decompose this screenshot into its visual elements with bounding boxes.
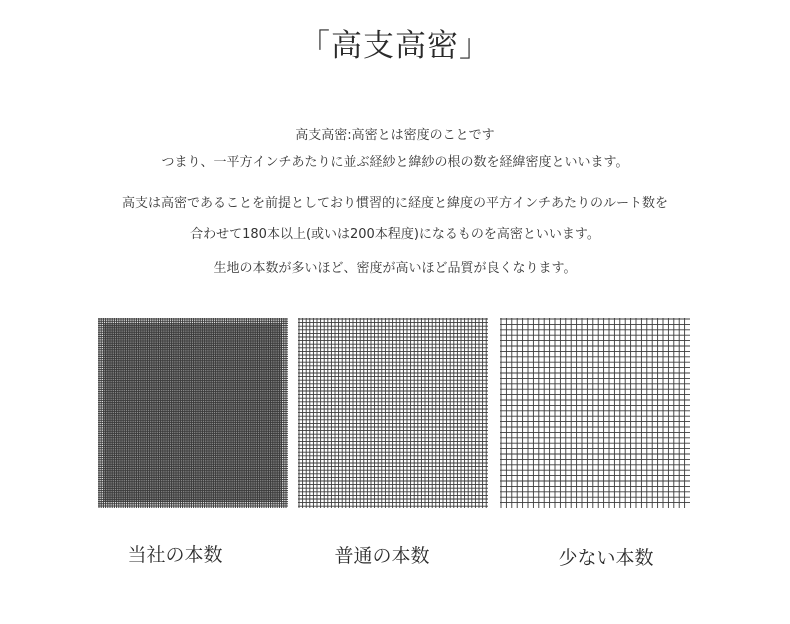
caption-normal: 普通の本数 [334,545,430,567]
quality-note-text: 生地の本数が多いほど、密度が高いほど品質が良くなります。 [213,261,577,276]
page-title: 「高支高密」 [299,28,491,64]
caption-few: 少ない本数 [558,547,654,569]
caption-ours: 当社の本数 [127,544,223,566]
fabric-weave-image-normal [298,318,488,508]
fabric-weave-image-ours [98,318,288,508]
definition-text: 高支高密:高密とは密度のことです [295,128,495,143]
fabric-weave-image-few [500,318,690,508]
high-count-text-1: 高支は高密であることを前提としており慣習的に経度と緯度の平方インチあたりのルート数を [121,196,668,211]
high-count-text-2: 合わせて180本以上(或いは200本程度)になるものを高密といいます。 [190,227,600,242]
density-explanation-text: つまり、一平方インチあたりに並ぶ経紗と緯紗の根の数を経緯密度といいます。 [161,155,629,170]
